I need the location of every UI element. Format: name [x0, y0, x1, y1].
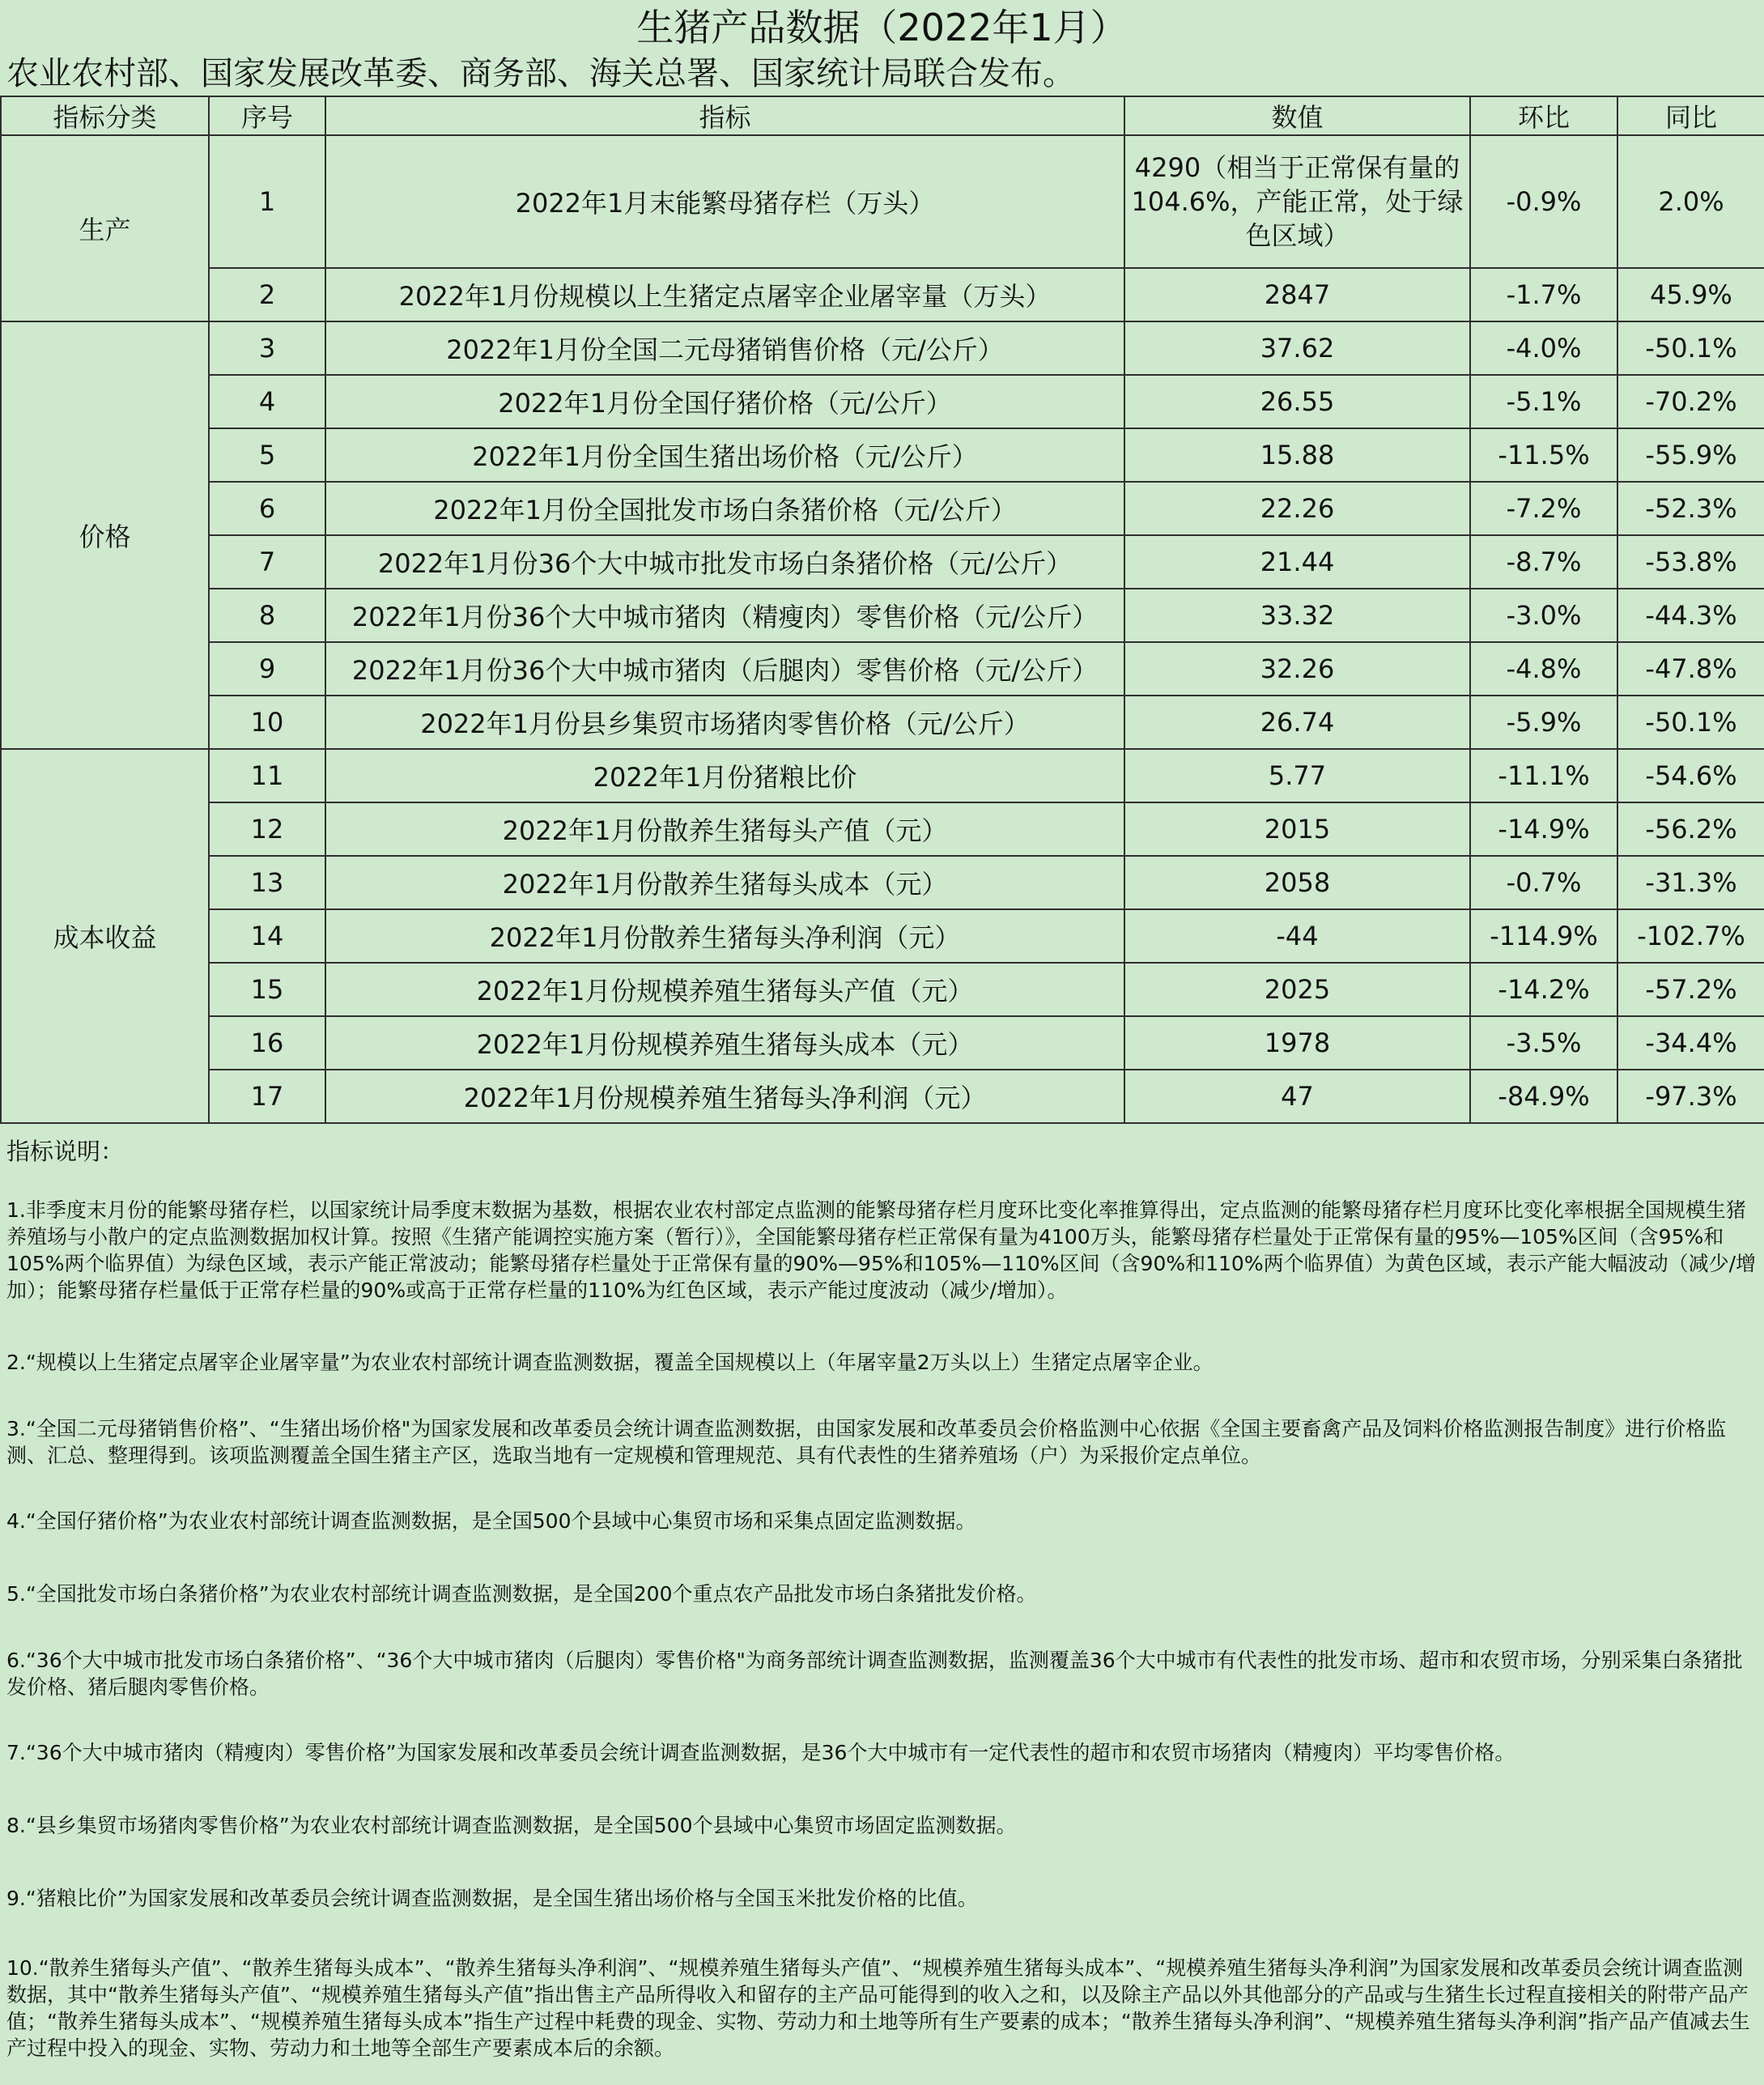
mom-cell: -0.9% — [1470, 135, 1617, 268]
indicator-cell: 2022年1月份全国生猪出场价格（元/公斤） — [325, 428, 1124, 482]
yoy-cell: -97.3% — [1617, 1070, 1764, 1123]
yoy-cell: -50.1% — [1617, 321, 1764, 375]
row-number: 6 — [209, 482, 325, 535]
yoy-cell: -56.2% — [1617, 802, 1764, 856]
indicator-cell: 2022年1月份规模养殖生猪每头成本（元） — [325, 1016, 1124, 1070]
mom-cell: -4.8% — [1470, 642, 1617, 696]
note-item: 10.“散养生猪每头产值”、“散养生猪每头成本”、“散养生猪每头净利润”、“规模养殖生猪每头产值”、“规模养殖生猪每头成本”、“规模养殖生猪每头净利润”为国家发展和改革委员会统计调查监测数据，其中“散养生猪每头产值”、“规模养殖生猪每头产值”指出售主产品所得收入和留存的主产品可能得到的收入之和，以及除主产品以外其他部分的产品或与生猪生长过程直接相关的附带产品产值；“散养生猪每头成本”、“规模养殖生猪每头成本”指生产过程中耗费的现金、实物、劳动力和土地等所有生产要素的成本；“散养生猪每头净利润”、“规模养殖生猪每头净利润”指产品产值减去生产过程中投入的现金、实物、劳动力和土地等全部生产要素成本后的余额。 — [6, 1956, 1750, 2060]
table-row — [1, 268, 1764, 321]
mom-cell: -1.7% — [1470, 268, 1617, 321]
row-number: 1 — [209, 135, 325, 268]
yoy-cell: -52.3% — [1617, 482, 1764, 535]
value-cell: 26.55 — [1124, 375, 1470, 428]
row-number: 11 — [209, 749, 325, 802]
row-number: 4 — [209, 375, 325, 428]
table-row — [1, 375, 1764, 428]
value-cell: 2025 — [1124, 963, 1470, 1016]
value-cell: 32.26 — [1124, 642, 1470, 696]
note-item: 9.“猪粮比价”为国家发展和改革委员会统计调查监测数据，是全国生猪出场价格与全国玉米批发价格的比值。 — [6, 1887, 978, 1910]
indicator-cell: 2022年1月份猪粮比价 — [325, 749, 1124, 802]
note-item: 5.“全国批发市场白条猪价格”为农业农村部统计调查监测数据，是全国200个重点农产品批发市场白条猪批发价格。 — [6, 1582, 1037, 1606]
mom-cell: -14.9% — [1470, 802, 1617, 856]
table-row — [1, 1016, 1764, 1070]
table-row — [1, 909, 1764, 963]
note-item: 7.“36个大中城市猪肉（精瘦肉）零售价格”为国家发展和改革委员会统计调查监测数据，是36个大中城市有一定代表性的超市和农贸市场猪肉（精瘦肉）平均零售价格。 — [6, 1741, 1515, 1764]
mom-cell: -8.7% — [1470, 535, 1617, 589]
value-cell: 2015 — [1124, 802, 1470, 856]
mom-cell: -4.0% — [1470, 321, 1617, 375]
yoy-cell: -47.8% — [1617, 642, 1764, 696]
value-cell: 4290（相当于正常保有量的104.6%，产能正常，处于绿色区域） — [1124, 135, 1470, 268]
row-number: 7 — [209, 535, 325, 589]
value-cell: 22.26 — [1124, 482, 1470, 535]
mom-cell: -11.5% — [1470, 428, 1617, 482]
yoy-cell: 2.0% — [1617, 135, 1764, 268]
table-row — [1, 642, 1764, 696]
category-cell: 生产 — [1, 135, 209, 321]
value-cell: 33.32 — [1124, 589, 1470, 642]
note-item: 4.“全国仔猪价格”为农业农村部统计调查监测数据，是全国500个县域中心集贸市场和采集点固定监测数据。 — [6, 1509, 976, 1533]
value-cell: 5.77 — [1124, 749, 1470, 802]
header-yoy: 同比 — [1617, 96, 1764, 135]
indicator-cell: 2022年1月末能繁母猪存栏（万头） — [325, 135, 1124, 268]
value-cell: 37.62 — [1124, 321, 1470, 375]
notes-title: 指标说明： — [6, 1138, 125, 1165]
header-number: 序号 — [209, 96, 325, 135]
row-number: 3 — [209, 321, 325, 375]
table-row — [1, 963, 1764, 1016]
header-mom: 环比 — [1470, 96, 1617, 135]
value-cell: 47 — [1124, 1070, 1470, 1123]
category-cell: 价格 — [1, 321, 209, 749]
yoy-cell: -57.2% — [1617, 963, 1764, 1016]
row-number: 16 — [209, 1016, 325, 1070]
row-number: 5 — [209, 428, 325, 482]
indicator-cell: 2022年1月份规模养殖生猪每头产值（元） — [325, 963, 1124, 1016]
header-indicator: 指标 — [325, 96, 1124, 135]
indicator-cell: 2022年1月份全国二元母猪销售价格（元/公斤） — [325, 321, 1124, 375]
mom-cell: -5.1% — [1470, 375, 1617, 428]
yoy-cell: -70.2% — [1617, 375, 1764, 428]
yoy-cell: -102.7% — [1617, 909, 1764, 963]
indicator-cell: 2022年1月份散养生猪每头产值（元） — [325, 802, 1124, 856]
row-number: 12 — [209, 802, 325, 856]
indicator-cell: 2022年1月份规模养殖生猪每头净利润（元） — [325, 1070, 1124, 1123]
table-row — [1, 482, 1764, 535]
table-row — [1, 135, 1764, 268]
value-cell: 1978 — [1124, 1016, 1470, 1070]
note-item: 8.“县乡集贸市场猪肉零售价格”为农业农村部统计调查监测数据，是全国500个县域中心集贸市场固定监测数据。 — [6, 1814, 1017, 1837]
table-row — [1, 1070, 1764, 1123]
yoy-cell: -31.3% — [1617, 856, 1764, 909]
yoy-cell: -34.4% — [1617, 1016, 1764, 1070]
row-number: 13 — [209, 856, 325, 909]
category-cell: 成本收益 — [1, 749, 209, 1123]
value-cell: 26.74 — [1124, 696, 1470, 749]
note-item: 3.“全国二元母猪销售价格”、“生猪出场价格"为国家发展和改革委员会统计调查监测数据，由国家发展和改革委员会价格监测中心依据《全国主要畜禽产品及饲料价格监测报告制度》进行价格监测、汇总、整理得到。该项监测覆盖全国生猪主产区，选取当地有一定规模和管理规范、具有代表性的生猪养殖场（户）为采报价定点单位。 — [6, 1417, 1727, 1467]
table-row — [1, 856, 1764, 909]
table-row — [1, 321, 1764, 375]
table-row — [1, 428, 1764, 482]
notes-section — [6, 1135, 1757, 2060]
mom-cell: -84.9% — [1470, 1070, 1617, 1123]
indicator-cell: 2022年1月份散养生猪每头成本（元） — [325, 856, 1124, 909]
row-number: 15 — [209, 963, 325, 1016]
table-row — [1, 696, 1764, 749]
table-row — [1, 589, 1764, 642]
row-number: 2 — [209, 268, 325, 321]
row-number: 10 — [209, 696, 325, 749]
yoy-cell: -55.9% — [1617, 428, 1764, 482]
yoy-cell: -50.1% — [1617, 696, 1764, 749]
mom-cell: -14.2% — [1470, 963, 1617, 1016]
table-row — [1, 802, 1764, 856]
indicator-cell: 2022年1月份散养生猪每头净利润（元） — [325, 909, 1124, 963]
mom-cell: -5.9% — [1470, 696, 1617, 749]
indicator-cell: 2022年1月份36个大中城市批发市场白条猪价格（元/公斤） — [325, 535, 1124, 589]
row-number: 14 — [209, 909, 325, 963]
yoy-cell: -44.3% — [1617, 589, 1764, 642]
data-table — [0, 96, 1764, 1124]
mom-cell: -3.5% — [1470, 1016, 1617, 1070]
mom-cell: -7.2% — [1470, 482, 1617, 535]
indicator-cell: 2022年1月份36个大中城市猪肉（后腿肉）零售价格（元/公斤） — [325, 642, 1124, 696]
mom-cell: -114.9% — [1470, 909, 1617, 963]
indicator-cell: 2022年1月份全国批发市场白条猪价格（元/公斤） — [325, 482, 1124, 535]
yoy-cell: -54.6% — [1617, 749, 1764, 802]
yoy-cell: -53.8% — [1617, 535, 1764, 589]
note-item: 2.“规模以上生猪定点屠宰企业屠宰量”为农业农村部统计调查监测数据，覆盖全国规模以上（年屠宰量2万头以上）生猪定点屠宰企业。 — [6, 1351, 1214, 1374]
indicator-cell: 2022年1月份36个大中城市猪肉（精瘦肉）零售价格（元/公斤） — [325, 589, 1124, 642]
table-row — [1, 535, 1764, 589]
note-item: 1.非季度末月份的能繁母猪存栏，以国家统计局季度末数据为基数，根据农业农村部定点监测的能繁母猪存栏月度环比变化率推算得出，定点监测的能繁母猪存栏月度环比变化率根据全国规模生猪养殖场与小散户的定点监测数据加权计算。按照《生猪产能调控实施方案（暂行）》，全国能繁母猪存栏正常保有量为4100万头，能繁母猪存栏量处于正常保有量的95%—105%区间（含95%和105%两个临界值）为绿色区域，表示产能正常波动；能繁母猪存栏量处于正常保有量的90%—95%和105%—110%区间（含90%和110%两个临界值）为黄色区域，表示产能大幅波动（减少/增加）；能繁母猪存栏量低于正常存栏量的90%或高于正常存栏量的110%为红色区域，表示产能过度波动（减少/增加）。 — [6, 1198, 1757, 1302]
indicator-cell: 2022年1月份规模以上生猪定点屠宰企业屠宰量（万头） — [325, 268, 1124, 321]
mom-cell: -11.1% — [1470, 749, 1617, 802]
row-number: 9 — [209, 642, 325, 696]
table-row — [1, 749, 1764, 802]
table-header-row — [1, 96, 1764, 135]
mom-cell: -3.0% — [1470, 589, 1617, 642]
mom-cell: -0.7% — [1470, 856, 1617, 909]
value-cell: 2058 — [1124, 856, 1470, 909]
page-subtitle: 农业农村部、国家发展改革委、商务部、海关总署、国家统计局联合发布。 — [6, 55, 1075, 92]
value-cell: 21.44 — [1124, 535, 1470, 589]
page-title: 生猪产品数据（2022年1月） — [636, 6, 1128, 49]
row-number: 8 — [209, 589, 325, 642]
value-cell: 2847 — [1124, 268, 1470, 321]
yoy-cell: 45.9% — [1617, 268, 1764, 321]
header-value: 数值 — [1124, 96, 1470, 135]
row-number: 17 — [209, 1070, 325, 1123]
value-cell: -44 — [1124, 909, 1470, 963]
indicator-cell: 2022年1月份县乡集贸市场猪肉零售价格（元/公斤） — [325, 696, 1124, 749]
note-item: 6.“36个大中城市批发市场白条猪价格”、“36个大中城市猪肉（后腿肉）零售价格"为商务部统计调查监测数据，监测覆盖36个大中城市有代表性的批发市场、超市和农贸市场，分别采集白条猪批发价格、猪后腿肉零售价格。 — [6, 1649, 1743, 1699]
indicator-cell: 2022年1月份全国仔猪价格（元/公斤） — [325, 375, 1124, 428]
value-cell: 15.88 — [1124, 428, 1470, 482]
header-category: 指标分类 — [1, 96, 209, 135]
